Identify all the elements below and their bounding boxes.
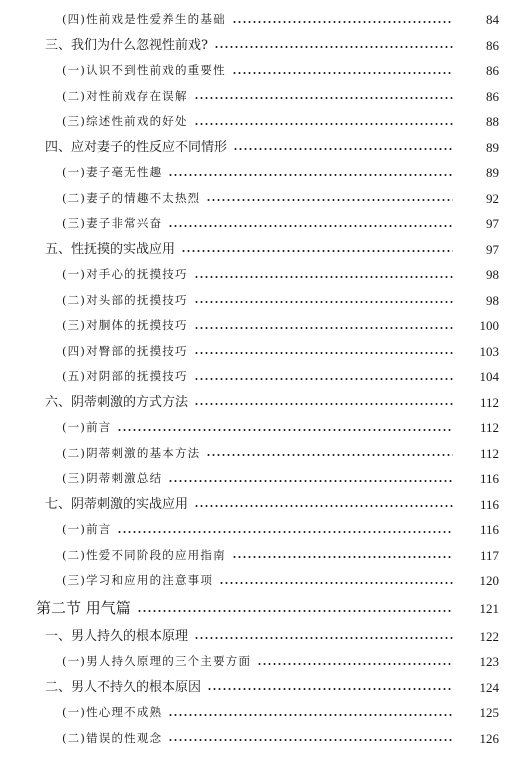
toc-entry-title: 第二节 用气篇 [36, 599, 131, 617]
toc-entry-title: (三)阴蒂刺激总结 [62, 471, 163, 485]
toc-entry [0, 726, 526, 752]
dot-leader [194, 505, 453, 507]
toc-entry-page-number: 97 [486, 216, 499, 232]
dot-leader [194, 637, 453, 639]
toc-entry-title: (二)妻子的情趣不太热烈 [62, 190, 201, 205]
table-of-contents [0, 7, 526, 751]
toc-entry [0, 624, 526, 650]
toc-entry-page-number: 98 [486, 267, 499, 283]
dot-leader [232, 72, 453, 74]
toc-entry-page-number: 117 [479, 547, 499, 563]
toc-entry [0, 492, 526, 518]
toc-entry-page-number: 88 [486, 114, 499, 130]
toc-entry-page-number: 112 [479, 445, 499, 461]
toc-entry-page-number: 100 [479, 318, 499, 334]
toc-entry [0, 543, 526, 569]
toc-entry-page-number: 86 [486, 88, 499, 104]
toc-entry-page-number: 120 [479, 573, 499, 589]
dot-leader [232, 556, 453, 558]
dot-leader [194, 276, 453, 278]
toc-entry-title: (一)对手心的抚摸技巧 [62, 267, 188, 281]
toc-entry-page-number: 122 [479, 628, 499, 644]
toc-entry [0, 237, 526, 263]
dot-leader [168, 480, 453, 482]
toc-entry [0, 390, 526, 416]
toc-entry [0, 466, 526, 492]
toc-entry-page-number: 112 [479, 394, 499, 410]
toc-entry-page-number: 125 [479, 705, 499, 721]
dot-leader [194, 97, 453, 99]
dot-leader [168, 714, 453, 716]
dot-leader [194, 123, 453, 125]
toc-entry-page-number: 97 [486, 241, 499, 257]
toc-entry [0, 415, 526, 441]
toc-entry-title: (一)前言 [62, 522, 112, 536]
toc-entry-page-number: 124 [479, 679, 499, 695]
toc-entry-title: 一、男人持久的根本原理 [45, 628, 189, 644]
toc-entry [0, 649, 526, 675]
dot-leader [117, 531, 453, 533]
toc-entry [0, 58, 526, 84]
toc-entry-page-number: 116 [479, 471, 499, 487]
toc-entry [0, 7, 526, 33]
toc-entry-title: 四、应对妻子的性反应不同情形 [45, 139, 228, 155]
toc-entry-title: (三)综述性前戏的好处 [62, 114, 188, 128]
toc-entry [0, 339, 526, 365]
dot-leader [181, 250, 453, 252]
toc-entry [0, 288, 526, 314]
toc-entry-page-number: 116 [479, 496, 499, 512]
toc-entry-page-number: 104 [479, 369, 499, 385]
toc-entry [0, 160, 526, 186]
dot-leader [206, 199, 453, 201]
toc-entry-title: (一)妻子毫无性趣 [62, 165, 163, 179]
toc-entry-title: (一)男人持久原理的三个主要方面 [62, 654, 252, 668]
dot-leader [233, 148, 453, 150]
toc-entry-title: 二、男人不持久的根本原因 [45, 679, 202, 695]
dot-leader [194, 352, 453, 354]
toc-entry-page-number: 86 [486, 63, 499, 79]
dot-leader [117, 429, 453, 431]
toc-entry-page-number: 126 [479, 730, 499, 746]
toc-entry-page-number: 89 [486, 165, 499, 181]
toc-entry [0, 211, 526, 237]
toc-entry [0, 594, 526, 624]
toc-entry-page-number: 103 [479, 343, 499, 359]
toc-entry [0, 262, 526, 288]
toc-entry-page-number: 116 [479, 522, 499, 538]
toc-entry [0, 313, 526, 339]
toc-entry-page-number: 98 [486, 292, 499, 308]
toc-entry-title: (一)认识不到性前戏的重要性 [62, 63, 226, 77]
toc-entry-title: (二)对性前戏存在误解 [62, 88, 188, 103]
toc-entry-title: 三、我们为什么忽视性前戏? [45, 37, 208, 53]
dot-leader [168, 739, 453, 741]
dot-leader [194, 301, 453, 303]
toc-entry-title: (三)妻子非常兴奋 [62, 216, 163, 230]
dot-leader [168, 225, 453, 227]
toc-entry-title: (一)性心理不成熟 [62, 705, 163, 719]
dot-leader [194, 327, 453, 329]
toc-entry [0, 33, 526, 59]
toc-entry [0, 568, 526, 594]
toc-entry [0, 364, 526, 390]
toc-entry-title: (四)对臀部的抚摸技巧 [62, 343, 188, 358]
toc-entry [0, 441, 526, 467]
dot-leader [219, 582, 453, 584]
toc-entry-title: (一)前言 [62, 420, 112, 434]
toc-entry-page-number: 84 [486, 12, 499, 28]
dot-leader [168, 174, 453, 176]
dot-leader [207, 688, 453, 690]
dot-leader [257, 663, 453, 665]
toc-entry-page-number: 89 [486, 139, 499, 155]
toc-entry [0, 675, 526, 701]
dot-leader [194, 403, 453, 405]
dot-leader [214, 46, 453, 48]
toc-entry-title: 七、阴蒂刺激的实战应用 [45, 496, 189, 512]
toc-entry-page-number: 92 [486, 190, 499, 206]
toc-entry [0, 109, 526, 135]
toc-entry-page-number: 123 [479, 654, 499, 670]
toc-entry-title: (四)性前戏是性爱养生的基础 [62, 12, 226, 26]
toc-entry-title: (二)性爱不同阶段的应用指南 [62, 547, 226, 562]
toc-entry-page-number: 86 [486, 37, 499, 53]
dot-leader [232, 21, 453, 23]
toc-entry-title: (二)错误的性观念 [62, 730, 163, 745]
dot-leader [137, 610, 453, 612]
toc-entry-title: (三)对胴体的抚摸技巧 [62, 318, 188, 332]
toc-entry [0, 700, 526, 726]
toc-entry-title: (三)学习和应用的注意事项 [62, 573, 214, 587]
toc-entry [0, 84, 526, 110]
toc-entry-page-number: 121 [479, 601, 499, 616]
dot-leader [194, 378, 453, 380]
toc-entry-title: (二)阴蒂刺激的基本方法 [62, 445, 201, 460]
toc-entry [0, 517, 526, 543]
toc-entry-title: 五、性抚摸的实战应用 [45, 241, 176, 257]
toc-entry-page-number: 112 [479, 420, 499, 436]
toc-entry-title: (五)对阴部的抚摸技巧 [62, 369, 188, 383]
dot-leader [206, 454, 453, 456]
toc-entry [0, 135, 526, 161]
toc-entry-title: 六、阴蒂刺激的方式方法 [45, 394, 189, 410]
toc-entry [0, 186, 526, 212]
toc-entry-title: (二)对头部的抚摸技巧 [62, 292, 188, 307]
